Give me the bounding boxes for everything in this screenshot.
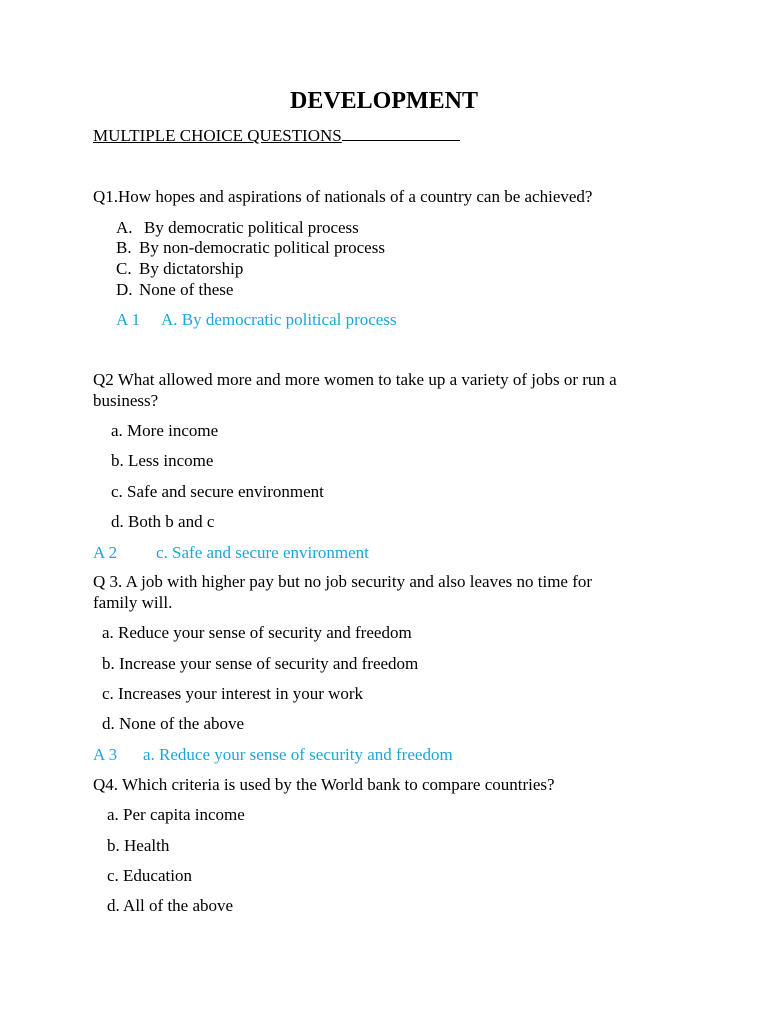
q1-option-d-marker: D. (116, 280, 133, 299)
q1-option-b-marker: B. (116, 238, 132, 257)
q1-option-a-marker: A. (116, 218, 133, 237)
q3-answer-label: A 3 (93, 745, 118, 764)
q3-question-line-2: family will. (93, 593, 173, 612)
q1-option-c (116, 259, 243, 279)
q2-question-line-2: business? (93, 391, 159, 410)
q2-option-a: a. More income (111, 421, 219, 440)
q3-option-a: a. Reduce your sense of security and freedom (102, 623, 412, 642)
q2-answer-text: c. Safe and secure environment (156, 543, 369, 562)
q1-question: Q1.How hopes and aspirations of nationals of a country can be achieved? (93, 187, 593, 206)
q1-option-c-marker: C. (116, 259, 132, 278)
q1-option-b-text: By non-democratic political process (139, 238, 385, 257)
q1-option-a-text: By democratic political process (144, 218, 359, 237)
q3-option-c: c. Increases your interest in your work (102, 684, 364, 703)
q2-answer-label: A 2 (93, 543, 118, 562)
q1-option-d-text: None of these (139, 280, 234, 299)
q1-answer-text: A. By democratic political process (161, 310, 397, 329)
q2-option-c: c. Safe and secure environment (111, 482, 324, 501)
q2-answer (93, 543, 369, 563)
q4-option-b: b. Health (107, 836, 170, 855)
q2-question-line-1: Q2 What allowed more and more women to take up a variety of jobs or run a (93, 370, 617, 389)
q3-answer-text: a. Reduce your sense of security and freedom (143, 745, 453, 764)
document-subtitle (93, 126, 460, 146)
q1-option-a (116, 218, 359, 238)
document-title: DEVELOPMENT (289, 88, 478, 114)
q4-option-a: a. Per capita income (107, 805, 245, 824)
subtitle-underline (342, 126, 460, 141)
q3-question-line-1: Q 3. A job with higher pay but no job security and also leaves no time for (93, 572, 593, 591)
q1-answer (116, 310, 397, 330)
q3-option-d: d. None of the above (102, 714, 245, 733)
subtitle-text: MULTIPLE CHOICE QUESTIONS (93, 126, 342, 145)
q2-option-d: d. Both b and c (111, 512, 215, 531)
q1-option-d (116, 280, 233, 300)
q4-option-c: c. Education (107, 866, 192, 885)
q3-option-b: b. Increase your sense of security and freedom (102, 654, 419, 673)
q1-option-b (116, 238, 385, 258)
q4-option-d: d. All of the above (107, 896, 234, 915)
q4-question: Q4. Which criteria is used by the World bank to compare countries? (93, 775, 555, 794)
q1-option-c-text: By dictatorship (139, 259, 244, 278)
q1-answer-label: A 1 (116, 310, 141, 329)
q3-answer (93, 745, 453, 765)
q2-option-b: b. Less income (111, 451, 214, 470)
